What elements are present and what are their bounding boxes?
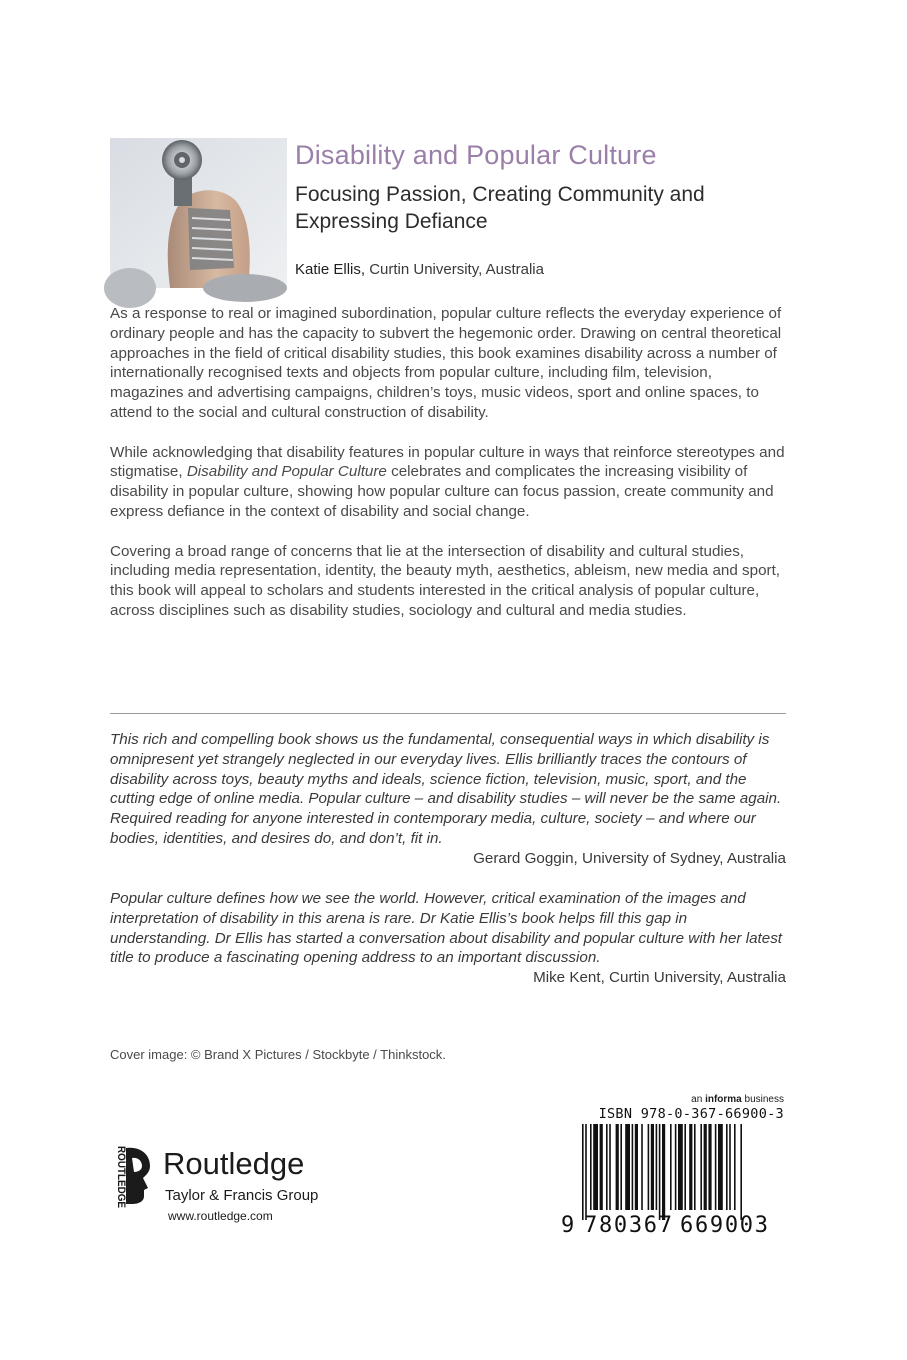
- description-paragraph-3: Covering a broad range of concerns that lie at the intersection of disability and cultural studies, including media representation, identity, the beauty myth, aesthetics, ableism, new media and sport, this book will appeal to scholars and students interested in the critical analysis of popular culture, across disciplines such as disability studies, sociology and cultural and media studies.: [110, 542, 781, 619]
- barcode-bar: [582, 1124, 584, 1220]
- barcode-bar: [729, 1124, 731, 1210]
- barcode-bar: [662, 1124, 665, 1220]
- description-p2-title: Disability and Popular Culture: [186, 463, 387, 481]
- barcode-bar: [609, 1124, 611, 1210]
- book-subtitle: Focusing Passion, Creating Community and Expressing Defiance: [295, 183, 705, 233]
- author-affiliation: Curtin University, Australia: [365, 261, 544, 278]
- barcode-bar: [616, 1124, 619, 1210]
- informa-prefix: an: [691, 1094, 706, 1105]
- barcode-bar: [593, 1124, 598, 1210]
- barcode-bar: [648, 1124, 650, 1210]
- barcode-digits-left: 780367: [584, 1213, 672, 1238]
- barcode-digits-right: 669003: [680, 1213, 768, 1238]
- review-quote: Popular culture defines how we see the world. However, critical examination of the images and interpretation of disability in this arena is rare. Dr Katie Ellis’s book helps fill this gap in understanding. Dr Ellis has started a conversation about disability and popular culture with her latest title to produce a fascinating opening address to an important discussion.: [110, 890, 783, 967]
- description-p2-after: celebrates and complicates the increasing visibility of disability in popular culture, showing how popular culture can focus passion, create community and express defiance in the context of disability and social change.: [110, 463, 774, 520]
- cover-image: [110, 138, 287, 288]
- barcode-bar: [585, 1124, 587, 1220]
- barcode-bar: [635, 1124, 638, 1210]
- publisher-website: www.routledge.com: [168, 1209, 273, 1223]
- barcode-bar: [700, 1124, 702, 1210]
- publisher-group: Taylor & Francis Group: [165, 1187, 319, 1204]
- barcode-bar: [734, 1124, 736, 1210]
- barcode-bar: [606, 1124, 608, 1210]
- barcode-digit-lead: 9: [561, 1213, 575, 1238]
- review-attribution: Gerard Goggin, University of Sydney, Australia: [473, 849, 786, 867]
- barcode-bar: [656, 1124, 658, 1210]
- routledge-head-icon: [122, 1144, 156, 1210]
- description-paragraph-1: As a response to real or imagined subordination, popular culture reflects the everyday experience of ordinary people and has the capacity to subvert the hegemonic order. Drawing on central theoretical approaches in the field of critical disability studies, this book examines disability across a number of internationally recognised texts and objects from popular culture, including film, television, magazines and advertising campaigns, children’s toys, music videos, sport and online spaces, to attend to the social and cultural construction of disability.: [110, 305, 782, 421]
- barcode-bar: [694, 1124, 696, 1210]
- divider: [110, 713, 786, 714]
- barcode-bar: [718, 1124, 723, 1210]
- informa-name: informa: [705, 1094, 742, 1105]
- author-line: [295, 261, 544, 278]
- barcode-bar: [678, 1124, 683, 1210]
- review-quote: This rich and compelling book shows us the fundamental, consequential ways in which disability is omnipresent yet strangely neglected in our everyday lives. Ellis brilliantly traces the contours of disability across toys, beauty myths and ideals, science fiction, television, music, sport, and the cutting edge of online media. Popular culture – and disability studies – will never be the same again. Required reading for anyone interested in contemporary media, culture, society – and where our bodies, identities, and desires do, and don’t, fit in.: [110, 731, 782, 847]
- review-1: [110, 730, 786, 869]
- review-attribution: Mike Kent, Curtin University, Australia: [533, 969, 786, 987]
- isbn-label: ISBN 978-0-367-66900-3: [598, 1106, 784, 1122]
- barcode-bar: [659, 1124, 661, 1220]
- barcode-bar: [620, 1124, 622, 1210]
- book-description: [110, 304, 786, 641]
- barcode-bar: [590, 1124, 592, 1210]
- barcode-bar: [641, 1124, 643, 1210]
- barcode-bar: [740, 1124, 742, 1220]
- description-p2-before: While acknowledging that disability features in popular culture in ways that reinforce stereotypes and stigmatise,: [110, 443, 785, 481]
- barcode-bar: [600, 1124, 603, 1210]
- informa-suffix: business: [741, 1094, 784, 1105]
- publisher-name: Routledge: [163, 1146, 305, 1181]
- barcode-bar: [675, 1124, 677, 1210]
- routledge-vertical-text: ROUTLEDGE: [115, 1146, 127, 1216]
- barcode-bar: [704, 1124, 707, 1210]
- barcode-bar: [632, 1124, 634, 1210]
- isbn-barcode: [560, 1124, 786, 1238]
- barcode-bar: [670, 1124, 672, 1210]
- author-name: Katie Ellis,: [295, 261, 366, 278]
- routledge-vertical-wordmark: [106, 1144, 127, 1216]
- informa-tagline: [676, 1094, 784, 1105]
- review-2: [110, 889, 786, 988]
- barcode-bar: [689, 1124, 692, 1210]
- cover-credit: Cover image: © Brand X Pictures / Stockbyte / Thinkstock.: [110, 1047, 446, 1062]
- barcode-bar: [684, 1124, 686, 1210]
- barcode-bar: [651, 1124, 654, 1210]
- barcode-bar: [726, 1124, 728, 1210]
- barcode-bar: [625, 1124, 630, 1210]
- description-paragraph-2: [110, 443, 786, 522]
- barcode-bar: [708, 1124, 711, 1210]
- barcode-bars: [582, 1124, 742, 1220]
- barcode-bar: [715, 1124, 717, 1210]
- book-title: Disability and Popular Culture: [295, 140, 657, 170]
